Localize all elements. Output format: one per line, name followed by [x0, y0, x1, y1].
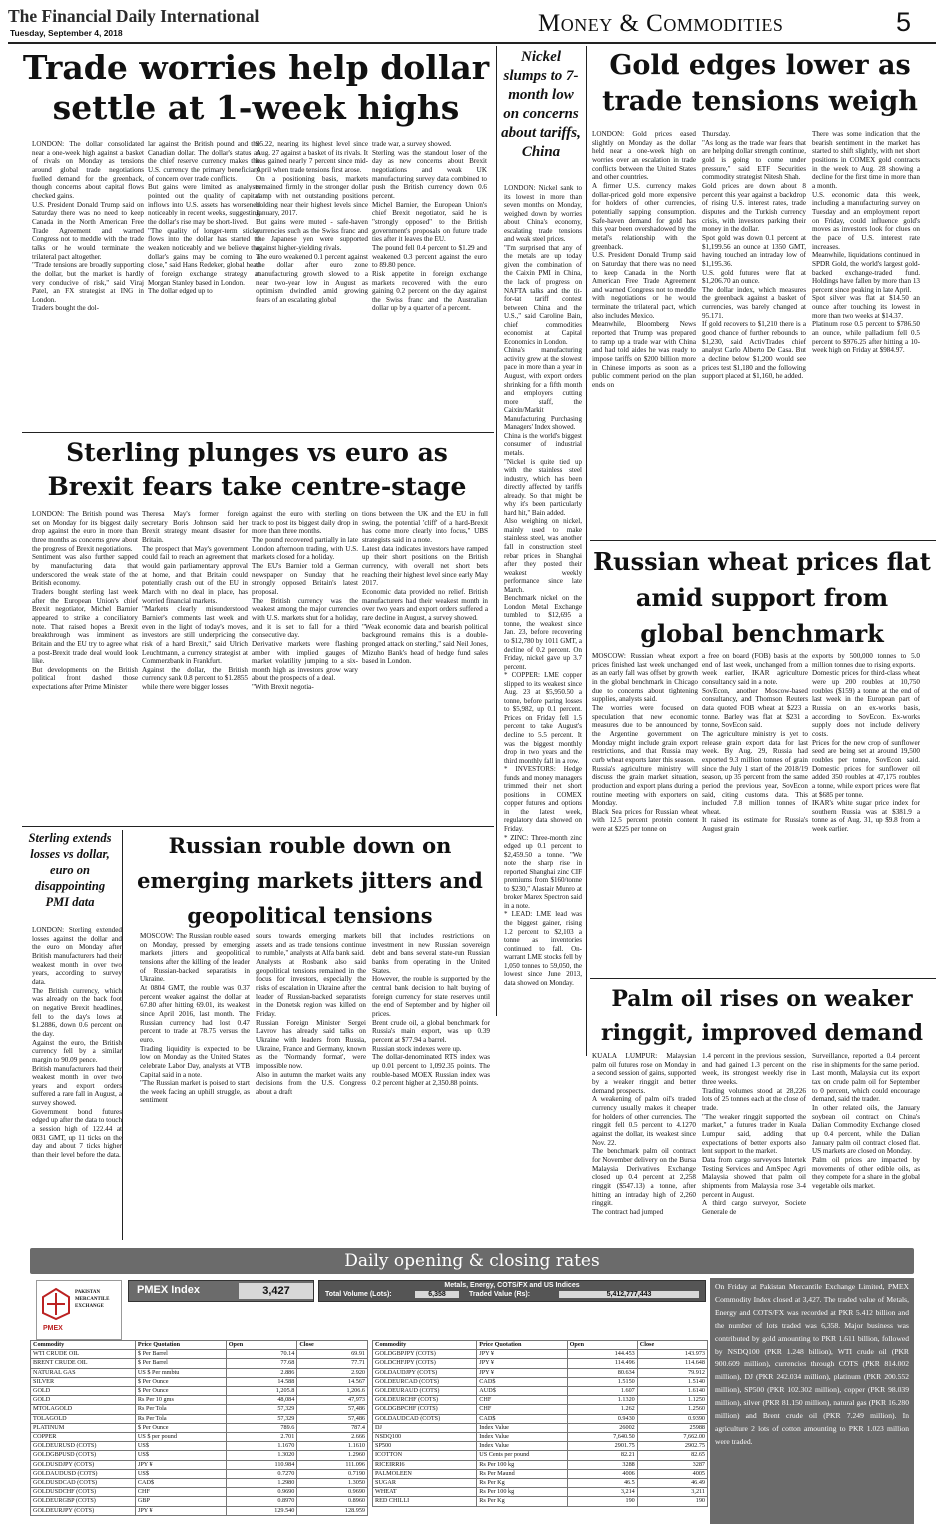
- cell-close: 25988: [637, 1423, 707, 1432]
- cell-commodity: GOLDAUDUSD (COTS): [31, 1469, 136, 1478]
- wheat-col-3-text: exports by 500,000 tonnes to 5.0 million tonnes due to rising exports. Domestic prices for third-class wheat were up 200 roubles at 10,750 roubles ($159) a tonne at the end of last week in the European part of Russia on an ex-works basis, according to SovEcon. Ex-works supply does not include delivery costs. Prices for the new crop of sunflower seed are being set at around 19,500 roubles per tonne, SovEcon said. Domestic prices for sunflower oil added 350 roubles at 47,175 roubles a tonne, while export prices were flat at $685 per tonne. IKAR's white sugar price index for southern Russia was at $381.9 a tonne as of Aug. 31, up $9.8 from a week earlier.: [812, 652, 920, 834]
- table-row: [373, 1433, 708, 1442]
- palm-col-1: [592, 1052, 696, 1240]
- cell-close: 1.6140: [637, 1387, 707, 1396]
- cell-close: 190: [637, 1497, 707, 1506]
- cell-close: 0.8960: [297, 1497, 368, 1506]
- cell-quotation: Rs Per Tola: [135, 1414, 226, 1423]
- cell-open: 2.886: [226, 1368, 297, 1377]
- table-row: [31, 1405, 368, 1414]
- cell-close: 69.91: [297, 1350, 368, 1359]
- cell-quotation: US$: [135, 1442, 226, 1451]
- cell-open: 2.701: [226, 1433, 297, 1442]
- rates-table-left: [30, 1340, 368, 1516]
- trade-col-3: [256, 140, 368, 430]
- rates-heading: Daily opening & closing rates: [344, 1251, 600, 1271]
- table-row: [31, 1506, 368, 1515]
- wheat-col-2: [702, 652, 808, 977]
- cell-quotation: US $ Per mmbtu: [135, 1368, 226, 1377]
- gold-col-2: [702, 130, 806, 540]
- metals-heading: Metals, Energy, COTS/FX and US Indices: [444, 1282, 580, 1289]
- table-row: [373, 1469, 708, 1478]
- cell-commodity: SP500: [373, 1442, 477, 1451]
- cell-quotation: Rs Per Maund: [477, 1469, 567, 1478]
- cell-open: 1,205.8: [226, 1387, 297, 1396]
- cell-quotation: Rs Per 100 kg: [477, 1488, 567, 1497]
- pmex-acronym: PMEX: [43, 1325, 63, 1332]
- cell-open: 80.634: [567, 1368, 637, 1377]
- sterling-col-3-text: against the euro with sterling on track to post its biggest daily drop in more than three months. The pound recovered partially in late London afternoon trading, with U.S. markets closed for a holiday. The EU's Barnier told a German newspaper on Sunday that he strongly opposed Britain's latest proposal. The British currency was the weakest among the major currencies with U.S. markets shut for a holiday, and it is set to fall for a third consecutive day. Derivative markets were flashing amber with implied gauges of market volatility jumping to a six-month high as investors grow wary about the prospects of a deal. "With Brexit negotia-: [252, 510, 358, 692]
- cell-open: 48,084: [226, 1396, 297, 1405]
- cell-close: 2.666: [297, 1433, 368, 1442]
- cell-commodity: GOLDEURJPY (COTS): [31, 1506, 136, 1515]
- cell-close: 1.1250: [637, 1396, 707, 1405]
- col-header-open: Open: [226, 1341, 297, 1350]
- rates-heading-bar: [30, 1248, 914, 1274]
- cell-open: 1.3020: [226, 1451, 297, 1460]
- table-row: [31, 1377, 368, 1386]
- table-row: [373, 1451, 708, 1460]
- table-row: [31, 1387, 368, 1396]
- cell-quotation: US Cents per pound: [477, 1451, 567, 1460]
- rouble-headline: Russian rouble down on emerging markets jitters and geopolitical tensions: [137, 833, 483, 928]
- cell-quotation: CHF: [477, 1405, 567, 1414]
- total-volume-label: Total Volume (Lots):: [325, 1291, 392, 1298]
- cell-open: 0.8970: [226, 1497, 297, 1506]
- pmex-index-value: 3,427: [239, 1283, 313, 1299]
- cell-open: 82.21: [567, 1451, 637, 1460]
- table-row: [373, 1460, 708, 1469]
- cell-quotation: Index Value: [477, 1423, 567, 1432]
- cell-quotation: JPY ¥: [477, 1350, 567, 1359]
- col-header-commodity: Commodity: [373, 1341, 477, 1350]
- wheat-col-3: [812, 652, 920, 977]
- cell-quotation: JPY ¥: [477, 1368, 567, 1377]
- cell-close: 57,486: [297, 1405, 368, 1414]
- table-row: [373, 1359, 708, 1368]
- cell-open: 1.1670: [226, 1442, 297, 1451]
- sterling-headline: Sterling plunges vs euro as Brexit fears take centre-stage: [47, 438, 467, 501]
- cell-close: 1.3050: [297, 1479, 368, 1488]
- cell-quotation: CAD$: [135, 1479, 226, 1488]
- cell-quotation: JPY ¥: [135, 1460, 226, 1469]
- table-row: [373, 1488, 708, 1497]
- palm-col-2: [702, 1052, 806, 1240]
- cell-commodity: GOLDEURAUD (COTS): [373, 1387, 477, 1396]
- table-row: [31, 1368, 368, 1377]
- cell-quotation: Rs Per 100 kg: [477, 1460, 567, 1469]
- issue-date: Tuesday, September 4, 2018: [10, 28, 123, 38]
- sterling-col-3: [252, 510, 358, 822]
- table-row: [373, 1368, 708, 1377]
- table-row: [373, 1479, 708, 1488]
- cell-open: 190: [567, 1497, 637, 1506]
- cell-open: 144.453: [567, 1350, 637, 1359]
- cell-open: 46.5: [567, 1479, 637, 1488]
- cell-open: 1.262: [567, 1405, 637, 1414]
- divider-h-2: [22, 826, 494, 827]
- cell-commodity: DJ: [373, 1423, 477, 1432]
- cell-quotation: CAD$: [477, 1377, 567, 1386]
- cell-open: 789.6: [226, 1423, 297, 1432]
- rates-summary: On Friday at Pakistan Mercantile Exchange Limited, PMEX Commodity Index closed at 3,427. The traded value of Metals, Energy and COTS/FX was recorded at PKR 5.412 billion and the number of lots traded was 6,358. Major business was contributed by gold amounting to PKR 1.611 billion, followed by NSDQ100 (PKR 1.248 billion), WTI crude oil (PKR 900.609 million), currencies through COTS (PKR 814.002 million), DJ (PKR 242.034 million), platinum (PKR 200.552 million), SP500 (PKR 102.302 million), copper (PKR 98.039 million), silver (PKR 81.150 million), natural gas (PKR 16.280 million) and Brent crude oil (PKR 7.249 million). In agriculture 2 lots of cotton amounting to PKR 1.023 million were traded.: [715, 1282, 909, 1446]
- cell-close: 0.7190: [297, 1469, 368, 1478]
- cell-close: 4005: [637, 1469, 707, 1478]
- col-header-commodity: Commodity: [31, 1341, 136, 1350]
- cell-commodity: GOLDCHFJPY (COTS): [373, 1359, 477, 1368]
- cell-open: 3,214: [567, 1488, 637, 1497]
- cell-close: 128.959: [297, 1506, 368, 1515]
- trade-col-4: [372, 140, 487, 430]
- table-row: [373, 1414, 708, 1423]
- cell-commodity: COPPER: [31, 1433, 136, 1442]
- divider-h-4: [590, 978, 936, 979]
- cell-close: 111.096: [297, 1460, 368, 1469]
- cell-close: 0.9690: [297, 1488, 368, 1497]
- table-row: [31, 1469, 368, 1478]
- cell-close: 1.5140: [637, 1377, 707, 1386]
- cell-commodity: GOLDGBPJPY (COTS): [373, 1350, 477, 1359]
- col-header-open: Open: [567, 1341, 637, 1350]
- cell-commodity: GOLDGBPCHF (COTS): [373, 1405, 477, 1414]
- cell-close: 1,206.6: [297, 1387, 368, 1396]
- cell-commodity: NSDQ100: [373, 1433, 477, 1442]
- table-row: [31, 1359, 368, 1368]
- cell-commodity: GOLD: [31, 1396, 136, 1405]
- table-row: [373, 1497, 708, 1506]
- cell-quotation: US$: [135, 1451, 226, 1460]
- cell-commodity: MTOLAGOLD: [31, 1405, 136, 1414]
- cell-commodity: GOLDEURCAD (COTS): [373, 1377, 477, 1386]
- cell-open: 2901.75: [567, 1442, 637, 1451]
- cell-commodity: RED CHILLI: [373, 1497, 477, 1506]
- cell-commodity: GOLDUSDCHF (COTS): [31, 1488, 136, 1497]
- sterling-col-2: [142, 510, 248, 822]
- cell-close: 46.49: [637, 1479, 707, 1488]
- cell-quotation: Rs Per Tola: [135, 1405, 226, 1414]
- pmex-index-label: PMEX Index: [137, 1284, 200, 1296]
- cell-close: 3,211: [637, 1488, 707, 1497]
- cell-open: 0.9430: [567, 1414, 637, 1423]
- pmex-logo: [36, 1280, 122, 1340]
- rouble-col-3: [372, 932, 490, 1237]
- cell-quotation: US$: [135, 1469, 226, 1478]
- table-row: [373, 1350, 708, 1359]
- cell-close: 77.71: [297, 1359, 368, 1368]
- trade-headline: Trade worries help dollar settle at 1-week highs: [22, 48, 490, 127]
- sterling-side-body: [32, 926, 122, 1236]
- cell-open: 70.14: [226, 1350, 297, 1359]
- cell-quotation: Rs Per 10 gms: [135, 1396, 226, 1405]
- cell-quotation: $ Per Ounce: [135, 1387, 226, 1396]
- cell-commodity: GOLDUSDJPY (COTS): [31, 1460, 136, 1469]
- table-row: [31, 1423, 368, 1432]
- cell-commodity: GOLDEURCHF (COTS): [373, 1396, 477, 1405]
- col-header-close: Close: [297, 1341, 368, 1350]
- cell-open: 57,329: [226, 1405, 297, 1414]
- cell-quotation: Index Value: [477, 1442, 567, 1451]
- rouble-col-1: [140, 932, 250, 1237]
- pmex-logo-icon: [41, 1287, 71, 1321]
- cell-commodity: SILVER: [31, 1377, 136, 1386]
- cell-open: 114.496: [567, 1359, 637, 1368]
- gold-col-2-text: Thursday. "As long as the trade war fears that are helping dollar strength continue, gold is going to come under pressure," said ETF Securities commodity strategist Nitesh Shah. Gold prices are down about 8 percent this year against a backdrop of rising U.S. interest rates, trade disputes and the Turkish currency crisis, with investors parking their money in the dollar. Spot gold was down 0.1 percent at $1,199.56 an ounce at 1350 GMT, having touched an intraday low of $1,195.36. U.S. gold futures were flat at $1,206.70 an ounce. The dollar index, which measures the greenback against a basket of currencies, was barely changed at 95.171. If gold recovers to $1,210 there is a good chance of further rebounds to $1,230, said ActivTrades chief analyst Carlo Alberto De Casa. But a decline below $1,200 would see prices test $1,180 and the following support placed at $1,160, he added.: [702, 130, 806, 381]
- cell-open: 129.540: [226, 1506, 297, 1515]
- sterling-col-1: [32, 510, 138, 822]
- cell-close: 787.4: [297, 1423, 368, 1432]
- cell-close: 0.9390: [637, 1414, 707, 1423]
- cell-quotation: Rs Per Kg: [477, 1479, 567, 1488]
- cell-open: 77.68: [226, 1359, 297, 1368]
- cell-quotation: GBP: [135, 1497, 226, 1506]
- pmex-logo-text: PAKISTAN MERCANTILE EXCHANGE: [75, 1290, 110, 1309]
- cell-commodity: ICOTTON: [373, 1451, 477, 1460]
- table-row: [31, 1451, 368, 1460]
- nickel-body: [504, 184, 582, 1054]
- nickel-headline: Nickel slumps to 7-month low on concerns about tariffs, China: [501, 49, 581, 160]
- cell-open: 1.607: [567, 1387, 637, 1396]
- volume-row: [319, 1291, 705, 1302]
- gold-col-1: [592, 130, 696, 540]
- gold-headline: Gold edges lower as trade tensions weigh: [602, 50, 918, 117]
- divider-v-2: [586, 46, 587, 1056]
- cell-open: 1.5150: [567, 1377, 637, 1386]
- cell-commodity: GOLDEURGBP (COTS): [31, 1497, 136, 1506]
- cell-commodity: BRENT CRUDE OIL: [31, 1359, 136, 1368]
- cell-quotation: US $ per pound: [135, 1433, 226, 1442]
- col-header-quotation: Price Quotation: [477, 1341, 567, 1350]
- gold-col-1-text: LONDON: Gold prices eased slightly on Monday as the dollar held near a one-week high on worries over an escalation in trade conflicts between the United States and other countries. A firmer U.S. currency makes dollar-priced gold more expensive for holders of other currencies, potentially sapping consumption. Safe-haven demand for gold has this year been overshadowed by the metal's relationship with the greenback. U.S. President Donald Trump said on Saturday that there was no need to keep Canada in the North American Free Trade Agreement and warned Congress not to meddle with negotiations or he would terminate the trilateral pact, which also includes Mexico. Meanwhile, Bloomberg News reported that Trump was prepared to ramp up a trade war with China and had told aides he was ready to impose tariffs on $200 billion more in Chinese imports as soon as a public comment period on the plan ends on: [592, 130, 696, 390]
- cell-commodity: WHEAT: [373, 1488, 477, 1497]
- trade-col-4-text: trade war, a survey showed. Sterling was the standout loser of the day as new concerns about Brexit negotiations and weak UK manufacturing survey data combined to push the British currency down 0.6 percent. Michel Barnier, the European Union's chief Brexit negotiator, said he is "strongly opposed" to the British government's proposals on future trade ties after it leaves the EU. The pound fell 0.4 percent to $1.29 and weakened 0.3 percent against the euro to 89.80 pence. Risk appetite in foreign exchange markets recovered with the euro gaining 0.2 percent on the day against the Swiss franc and the Australian dollar up by a quarter of a percent.: [372, 140, 487, 313]
- trade-col-2: [148, 140, 260, 430]
- cell-commodity: GOLDUSDCAD (COTS): [31, 1479, 136, 1488]
- pmex-index-box: [128, 1280, 314, 1302]
- table-row: [31, 1460, 368, 1469]
- table-row: [373, 1442, 708, 1451]
- table-row: [31, 1396, 368, 1405]
- divider-h-1: [22, 432, 494, 433]
- cell-commodity: PALMOLEEN: [373, 1469, 477, 1478]
- cell-commodity: PLATINUM: [31, 1423, 136, 1432]
- palm-col-3-text: Surveillance, reported a 0.4 percent rise in shipments for the same period. Last month, Malaysia cut its export tax on crude palm oil for September to 0 percent, which could encourage demand, said the trader. In other related oils, the January soybean oil contract on China's Dalian Commodity Exchange closed up 0.4 percent, while the Dalian January palm oil contract closed flat. US markets are closed on Monday. Palm oil prices are impacted by movements of other edible oils, as they compete for a share in the global vegetable oils market.: [812, 1052, 920, 1190]
- cell-close: 79.912: [637, 1368, 707, 1377]
- gold-col-3: [812, 130, 920, 540]
- col-header-quotation: Price Quotation: [135, 1341, 226, 1350]
- cell-quotation: Rs Per Kg: [477, 1497, 567, 1506]
- rouble-col-1-text: MOSCOW: The Russian rouble eased on Monday, pressed by emerging markets jitters and geopolitical tensions after the killing of the leader of Russian-backed separatists in Ukraine. At 0804 GMT, the rouble was 0.37 percent weaker against the dollar at 67.80 after hitting 69.01, its weakest since April 2016, last month. The Russian currency had lost 0.47 percent to trade at 78.75 versus the euro. Trading liquidity is expected to be low on Monday as the United States celebrate Labor Day, analysts at VTB Capital said in a note. "The Russian market is poised to start the week facing an uphill struggle, as sentiment: [140, 932, 250, 1105]
- rouble-col-3-text: bill that includes restrictions on investment in new Russian sovereign debt and bans several state-run Russian banks from operating in the United States. However, the rouble is supported by the central bank decision to halt buying of foreign currency for state reserves until the end of September and by higher oil prices. Brent crude oil, a global benchmark for Russia's main export, was up 0.39 percent at $77.94 a barrel. Russian stock indexes were up. The dollar-denominated RTS index was up 0.01 percent to 1,092.35 points. The rouble-based MOEX Russian index was 0.2 percent higher at 2,350.88 points.: [372, 932, 490, 1088]
- cell-quotation: $ Per Ounce: [135, 1423, 226, 1432]
- wheat-col-2-text: a free on board (FOB) basis at the end of last week, unchanged from a week earlier, IKAR agriculture consultancy said in a note. SovEcon, another Moscow-based consultancy, and Thomson Reuters data quoted FOB wheat at $223 a tonne. Barley was flat at $231 a tonne, SovEcon said. The agriculture ministry is yet to release grain export data for last week. By Aug. 29, Russia had exported 9.3 million tonnes of grain since the July 1 start of the 2018/19 season, up 35 percent from the same period the previous year, SovEcon said, citing customs data. This included 7.8 million tonnes of wheat. It raised its estimate for Russia's August grain: [702, 652, 808, 834]
- cell-quotation: $ Per Barrel: [135, 1350, 226, 1359]
- sterling-col-1-text: LONDON: The British pound was set on Monday for its biggest daily drop against the euro in more than three months as concerns grew about the progress of Brexit negotiations. Sentiment was also further sapped by manufacturing data that underscored the weak state of the British economy. Traders bought sterling last week after the European Union's chief Brexit negotiator, Michel Barnier appeared to strike a conciliatory note. That raised hopes a Brexit breakthrough was imminent as Britain and the EU try to agree what a post-Brexit trade deal would look like. But developments on the British political front dashed those expectations after Prime Minister: [32, 510, 138, 692]
- page-number: 5: [896, 7, 912, 37]
- rates-table-left-grid: [30, 1340, 368, 1516]
- cell-commodity: SUGAR: [373, 1479, 477, 1488]
- sterling-side-headline: Sterling extends losses vs dollar, euro on disappointing PMI data: [28, 831, 112, 909]
- cell-open: 0.9690: [226, 1488, 297, 1497]
- cell-close: 114.648: [637, 1359, 707, 1368]
- table-row: [31, 1479, 368, 1488]
- cell-open: 1.1320: [567, 1396, 637, 1405]
- table-header-row: [373, 1341, 708, 1350]
- cell-quotation: AUD$: [477, 1387, 567, 1396]
- nickel-body-text: LONDON: Nickel sank to its lowest in more than seven months on Monday, weighed down by worries about China's economy, escalating trade tensions and weak steel prices. "I'm surprised that any of the metals are up today given the combination of the Caixin PMI in China, the lack of progress on NAFTA talks and the tit-for-tat tariff contest between China and the U.S.," said Caroline Bain, chief commodities economist at Capital Economics in London. China's manufacturing activity grew at the slowest pace in more than a year in August, with export orders shrinking for a fifth month and employers cutting more staff, the Caixin/Markit Manufacturing Purchasing Managers' Index showed. China is the world's biggest consumer of industrial metals. "Nickel is quite tied up with the stainless steel industry, which has been directly affected by tariffs already. So that might be why it's been particularly hard hit," Bain added. Also weighing on nickel, mainly used to make stainless steel, was another fall in construction steel rebar prices in Shanghai after they posted their weakest weekly performance since late March. Benchmark nickel on the London Metal Exchange tumbled to $12,695 a tonne, the weakest since Jan. 23, before recovering to $12,780 by 1011 GMT, a decline of 0.2 percent. On Friday, nickel gave up 3.7 percent. * COPPER: LME copper slipped to its weakest since Aug. 23 at $5,950.50 a tonne, before paring losses to $5,982, up 0.1 percent. Prices on Friday fell 1.5 percent to take August's decline to 5.5 percent. It was the biggest monthly drop in two years and the third monthly fall in a row. * INVESTORS: Hedge funds and money managers trimmed their net short positions in COMEX copper futures and options in the latest week, regulatory data showed on Friday. * ZINC: Three-month zinc edged up 0.1 percent to $2,459.50 a tonne. "We note the sharp rise in reported Shanghai zinc CIF premiums from $160/tonne to $230," Alastair Munro at broker Marex Spectron said in a note. * LEAD: LME lead was the biggest gainer, rising 1.2 percent to $2,103 a tonne as inventories continued to fall. On-warrant LME stocks fell by 1,050 tonnes to 59,050, the lowest since June 2013, data showed on Monday.: [504, 184, 582, 987]
- table-row: [31, 1350, 368, 1359]
- cell-open: 57,329: [226, 1414, 297, 1423]
- cell-close: 3287: [637, 1460, 707, 1469]
- table-row: [373, 1405, 708, 1414]
- divider-h-3: [590, 540, 936, 541]
- cell-open: 26002: [567, 1423, 637, 1432]
- cell-close: 7,662.00: [637, 1433, 707, 1442]
- table-row: [31, 1497, 368, 1506]
- cell-commodity: RICEIRRI6: [373, 1460, 477, 1469]
- cell-close: 14.567: [297, 1377, 368, 1386]
- cell-commodity: GOLD: [31, 1387, 136, 1396]
- table-row: [373, 1396, 708, 1405]
- rates-table-right-grid: [372, 1340, 708, 1507]
- masthead: [8, 4, 938, 44]
- wheat-col-1: [592, 652, 698, 977]
- cell-open: 1.2980: [226, 1479, 297, 1488]
- trade-col-3-text: 95.22, nearing its highest level since Aug. 27 against a basket of its rivals. It has gained nearly 7 percent since mid-April when trade tensions first arose. On a positioning basis, markets remained firmly in the stronger dollar camp with net outstanding positions holding near their highest levels since January, 2017. But gains were muted - safe-haven currencies such as the Swiss franc and the Japanese yen were supported against higher-yielding rivals. The euro weakened 0.1 percent against the dollar after euro zone manufacturing growth slowed to a near two-year low in August as optimism dwindled amid growing fears of an escalating global: [256, 140, 368, 304]
- cell-open: 7,640.50: [567, 1433, 637, 1442]
- table-header-row: [31, 1341, 368, 1350]
- cell-quotation: $ Per Barrel: [135, 1359, 226, 1368]
- cell-quotation: JPY ¥: [477, 1359, 567, 1368]
- cell-quotation: CAD$: [477, 1414, 567, 1423]
- rates-table-right: [372, 1340, 708, 1507]
- cell-close: 57,486: [297, 1414, 368, 1423]
- rates-summary-box: [710, 1278, 914, 1524]
- divider-v-1: [496, 46, 497, 1016]
- table-row: [373, 1377, 708, 1386]
- cell-quotation: Index Value: [477, 1433, 567, 1442]
- palm-col-2-text: 1.4 percent in the previous session, and had gained 1.3 percent on the week, its strongest weekly rise in three weeks. Trading volumes stood at 28,226 lots of 25 tonnes each at the close of trade. "The weaker ringgit supported the market," a futures trader in Kuala Lumpur said, adding that expectations of better exports also lent support to the market. Data from cargo surveyors Intertek Testing Services and AmSpec Agri Malaysia showed that palm oil shipments from Malaysia rose 3-4 percent in August. A third cargo surveyor, Societe Generale de: [702, 1052, 806, 1216]
- table-row: [31, 1433, 368, 1442]
- cell-open: 0.7270: [226, 1469, 297, 1478]
- cell-open: 110.984: [226, 1460, 297, 1469]
- cell-close: 47,973: [297, 1396, 368, 1405]
- sterling-col-4-text: tions between the UK and the EU in full swing, the potential 'cliff' of a hard-Brexit has come more clearly into focus," UBS strategists said in a note. Latest data indicates investors have ramped up their short positions on the British currency, with overall net short bets reaching their highest level since early May 2017. Economic data provided no relief. British manufacturers had their weakest month in over two years and export orders suffered a rare decline in August, a survey showed. "Weak economic data and bearish political background remains this is a double-pronged attack on sterling," said Neil Jones, Mizuho Bank's head of hedge fund sales based in London.: [362, 510, 488, 666]
- cell-commodity: TOLAGOLD: [31, 1414, 136, 1423]
- trade-col-1: [32, 140, 144, 430]
- sterling-side-body-text: LONDON: Sterling extended losses against the dollar and the euro on Monday after British manufacturers had their weakest month in over two years, according to survey data. The British currency, which was already on the back foot on negative Brexit headlines, fell to the day's lows at $1.2886, down 0.6 percent on the day. Against the euro, the British currency fell by a similar margin to 90.09 pence. British manufacturers had their weakest month in over two years and export orders suffered a rare fall in August, a survey showed. Government bond futures edged up after the data to touch a session high of 122.44 at 0831 GMT, up 11 ticks on the day and about 7 ticks higher than their level before the data.: [32, 926, 122, 1160]
- cell-close: 1.2560: [637, 1405, 707, 1414]
- masthead-rule: [8, 42, 936, 44]
- wheat-col-1-text: MOSCOW: Russian wheat export prices finished last week unchanged as an early fall was offset by growth in the global benchmark in Chicago due to concerns about tightening supplies, analysts said. The worries were focused on speculation that new economic measures due to be announced by the Argentine government on Monday might include grain export restrictions, and that Russia may curb wheat exports later this season. Russia's agriculture ministry will discuss the grain market situation, production and export plans during a routine meeting with exporters on Monday. Black Sea prices for Russian wheat with 12.5 percent protein content were at $225 per tonne on: [592, 652, 698, 834]
- palm-headline: Palm oil rises on weaker ringgit, improved demand: [601, 986, 923, 1046]
- cell-quotation: CHF: [477, 1396, 567, 1405]
- table-row: [31, 1442, 368, 1451]
- wheat-headline: Russian wheat prices flat amid support from global benchmark: [593, 547, 931, 648]
- traded-value-value: 5,412,777,443: [559, 1291, 699, 1298]
- table-row: [31, 1414, 368, 1423]
- cell-quotation: JPY ¥: [135, 1506, 226, 1515]
- paper-name: The Financial Daily International: [8, 6, 260, 26]
- cell-open: 14.588: [226, 1377, 297, 1386]
- palm-col-3: [812, 1052, 920, 1240]
- cell-close: 82.65: [637, 1451, 707, 1460]
- palm-col-1-text: KUALA LUMPUR: Malaysian palm oil futures rose on Monday in a second session of gains, supported by a weaker ringgit and better demand prospects. A weakening of palm oil's traded currency usually makes it cheaper for holders of other currencies. The ringgit fell 0.5 percent to 4.1270 against the dollar, its weakest since Nov. 22. The benchmark palm oil contract for November delivery on the Bursa Malaysia Derivatives Exchange closed up 0.4 percent at 2,258 ringgit ($547.13) a tonne, after hitting an intraday high of 2,260 ringgit. The contract had jumped: [592, 1052, 696, 1216]
- cell-close: 1.1610: [297, 1442, 368, 1451]
- divider-v-3: [122, 830, 123, 1240]
- rouble-col-2: [256, 932, 366, 1237]
- cell-open: 4006: [567, 1469, 637, 1478]
- cell-commodity: WTI CRUDE OIL: [31, 1350, 136, 1359]
- cell-commodity: GOLDAUDJPY (COTS): [373, 1368, 477, 1377]
- sterling-col-2-text: Theresa May's former foreign secretary Boris Johnson said her Brexit strategy meant disaster for Britain. The prospect that May's government could fail to reach an agreement that would gain parliamentary approval at home, and that Britain could potentially crash out of the EU in March with no deal in place, has worried financial markets. "Markets clearly misunderstood Barnier's comments last week and even in the light of today's moves, investors are still underpricing the risk of a hard Brexit," said Ulrich Leuchtmann, a currency strategist at Commerzbank in Frankfurt. Against the dollar, the British currency sank 0.8 percent to $1.2855 while there were bigger losses: [142, 510, 248, 692]
- total-volume-value: 6,358: [415, 1291, 459, 1298]
- table-row: [373, 1387, 708, 1396]
- trade-col-1-text: LONDON: The dollar consolidated near a one-week high against a basket of rivals on Monday as tensions around global trade negotiations fuelled demand for the greenback, though concerns about capital flows checked gains. U.S. President Donald Trump said on Saturday there was no need to keep Canada in the North American Free Trade Agreement and warned Congress not to meddle with the trade talks or he would terminate the trilateral pact altogether. "Trade tensions are broadly supporting the dollar, but the market is hardly very conducive of risk," said Viraj Patel, an FX strategist at ING in London. Traders bought the dol-: [32, 140, 144, 313]
- cell-quotation: CHF: [135, 1488, 226, 1497]
- cell-close: 1.2960: [297, 1451, 368, 1460]
- cell-commodity: NATURAL GAS: [31, 1368, 136, 1377]
- gold-col-3-text: There was some indication that the bearish sentiment in the market has started to shift slightly, with net short positions in COMEX gold contracts in the week to Aug. 28 showing a decline for the first time in more than a month. U.S. economic data this week, including a manufacturing survey on Tuesday and an employment report on Friday, could influence gold's moves as investors look for clues on the pace of U.S. interest rate increases. Meanwhile, liquidations continued in SPDR Gold, the world's largest gold-backed exchange-traded fund. Holdings have fallen by more than 13 percent since peaking in late April. Spot silver was flat at $14.50 an ounce after touching its lowest in more than two weeks at $14.37. Platinum rose 0.5 percent to $786.50 an ounce, while palladium fell 0.5 percent to $976.25 after hitting a 10-week high on Friday at $984.97.: [812, 130, 920, 355]
- table-row: [31, 1488, 368, 1497]
- cell-quotation: $ Per Ounce: [135, 1377, 226, 1386]
- cell-commodity: GOLDAUDCAD (COTS): [373, 1414, 477, 1423]
- trade-col-2-text: lar against the British pound and the Canadian dollar. The dollar's status as the chief reserve currency makes the U.S. currency the primary beneficiary of concern over trade conflicts. But gains were limited as analysts pointed out the quality of capital inflows into U.S. assets has worsened noticeably in recent weeks, suggesting the dollar's rise may be short-lived. "The quality of longer-term sticky flows into the dollar has started to weaken noticeably and we believe the dollar's gains may be coming to a close," said Hans Redeker, global head of foreign exchange strategy at Morgan Stanley based in London. The dollar edged up to: [148, 140, 260, 296]
- cell-open: 3288: [567, 1460, 637, 1469]
- sterling-col-4: [362, 510, 488, 822]
- traded-value-label: Traded Value (Rs):: [469, 1291, 531, 1298]
- section-title: Money & Commodities: [538, 10, 784, 37]
- cell-close: 2.920: [297, 1368, 368, 1377]
- cell-commodity: GOLDEURUSD (COTS): [31, 1442, 136, 1451]
- cell-close: 143.973: [637, 1350, 707, 1359]
- rouble-col-2-text: sours towards emerging markets assets and as trade tensions continue to rumble," analysts at Alfa bank said. Analysts at Rosbank also said geopolitical tensions remained in the focus for investors, especially the risks of escalation in Ukraine after the leader of Russian-backed separatists in the Donetsk region was killed on Friday. Russian Foreign Minister Sergei Lavrov has already said talks on Ukraine with leaders from Russia, Ukraine, France and Germany, known as the 'Normandy format', were impossible now. Also in autumn the market waits any decisions from the U.S. Congress about a draft: [256, 932, 366, 1096]
- cell-close: 2902.75: [637, 1442, 707, 1451]
- cell-commodity: GOLDGBPUSD (COTS): [31, 1451, 136, 1460]
- col-header-close: Close: [637, 1341, 707, 1350]
- metals-heading-box: [318, 1280, 706, 1302]
- table-row: [373, 1423, 708, 1432]
